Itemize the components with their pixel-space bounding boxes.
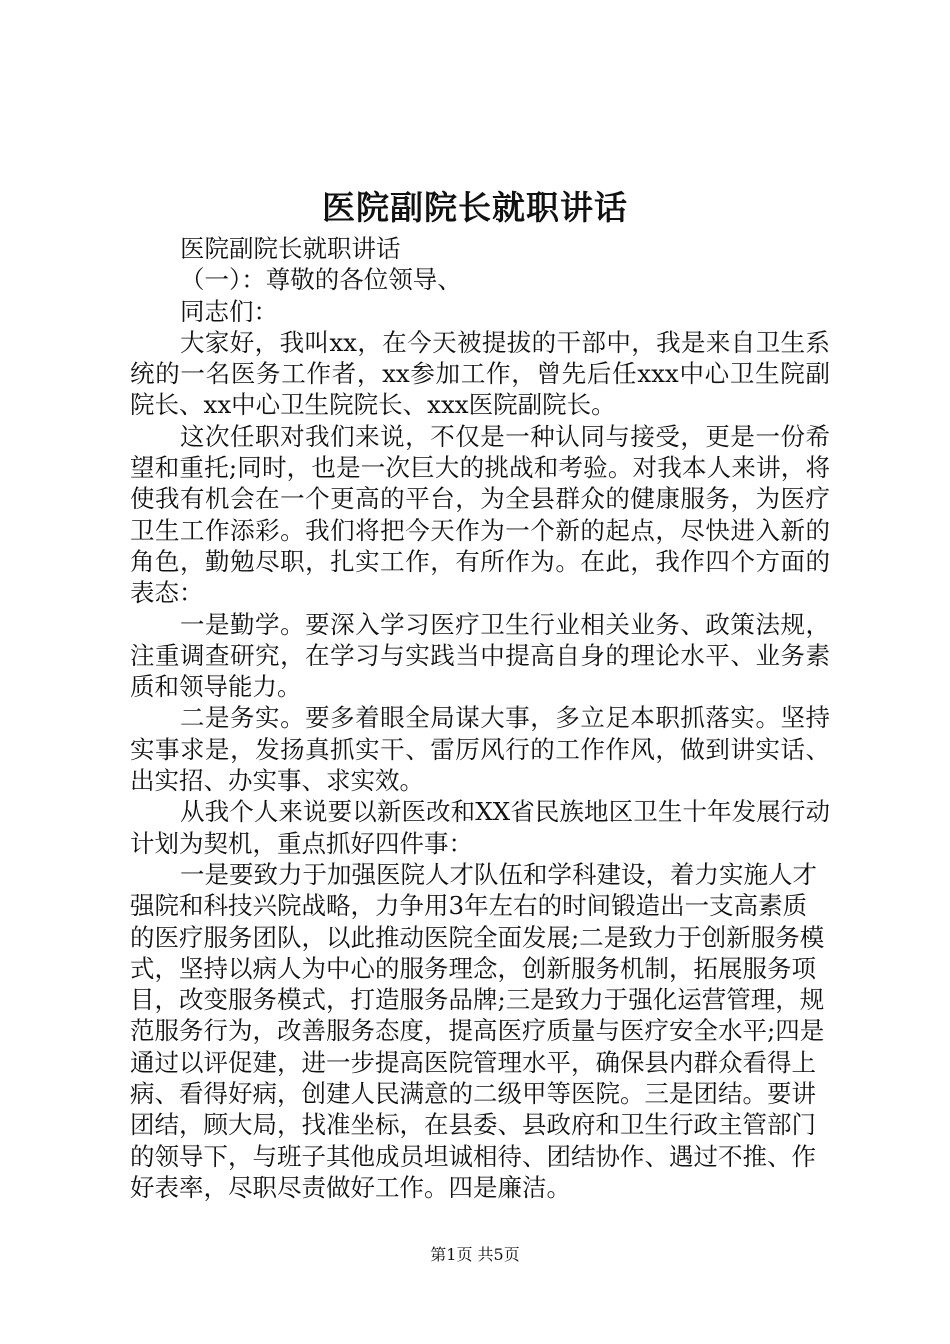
paragraph-personal-plan: 从我个人来说要以新医改和XX省民族地区卫生十年发展行动计划为契机，重点抓好四件事： — [130, 797, 830, 858]
page-number: 第1页 共5页 — [430, 1245, 520, 1264]
paragraph-pragmatism: 二是务实。要多着眼全局谋大事，多立足本职抓落实。坚持实事求是，发扬真抓实干、雷厉风行的工作作风，做到讲实话、出实招、办实事、求实效。 — [130, 703, 830, 796]
paragraph-salutation: （一）：尊敬的各位领导、 — [180, 265, 462, 295]
paragraph-appointment: 这次任职对我们来说，不仅是一种认同与接受，更是一份希望和重托;同时，也是一次巨大的挑战和考验。对我本人来讲，将使我有机会在一个更高的平台，为全县群众的健康服务，为医疗卫生工作添彩。我们将把今天作为一个新的起点，尽快进入新的角色，勤勉尽职，扎实工作，有所作为。在此，我作四个方面的表态： — [130, 421, 830, 608]
paragraph-introduction: 大家好，我叫xx，在今天被提拔的干部中，我是来自卫生系统的一名医务工作者，xx参加工作，曾先后任xxx中心卫生院副院长、xx中心卫生院院长、xxx医院副院长。 — [130, 327, 830, 420]
document-title: 医院副院长就职讲话 — [322, 188, 628, 227]
document-body — [130, 233, 830, 1203]
paragraph-greeting: 同志们： — [180, 296, 278, 326]
paragraph-diligent-study: 一是勤学。要深入学习医疗卫生行业相关业务、政策法规，注重调查研究，在学习与实践当中提高自身的理论水平、业务素质和领导能力。 — [130, 609, 830, 702]
paragraph-heading: 医院副院长就职讲话 — [180, 234, 401, 263]
paragraph-four-tasks: 一是要致力于加强医院人才队伍和学科建设，着力实施人才强院和科技兴院战略，力争用3年左右的时间锻造出一支高素质的医疗服务团队，以此推动医院全面发展;二是致力于创新服务模式，坚持以病人为中心的服务理念，创新服务机制，拓展服务项目，改变服务模式，打造服务品牌;三是致力于强化运营管理，规范服务行为，改善服务态度，提高医疗质量与医疗安全水平;四是通过以评促建，进一步提高医院管理水平，确保县内群众看得上病、看得好病，创建人民满意的二级甲等医院。三是团结。要讲团结，顾大局，找准坐标，在县委、县政府和卫生行政主管部门的领导下，与班子其他成员坦诚相待、团结协作、遇过不推、作好表率，尽职尽责做好工作。四是廉洁。 — [130, 859, 825, 1202]
